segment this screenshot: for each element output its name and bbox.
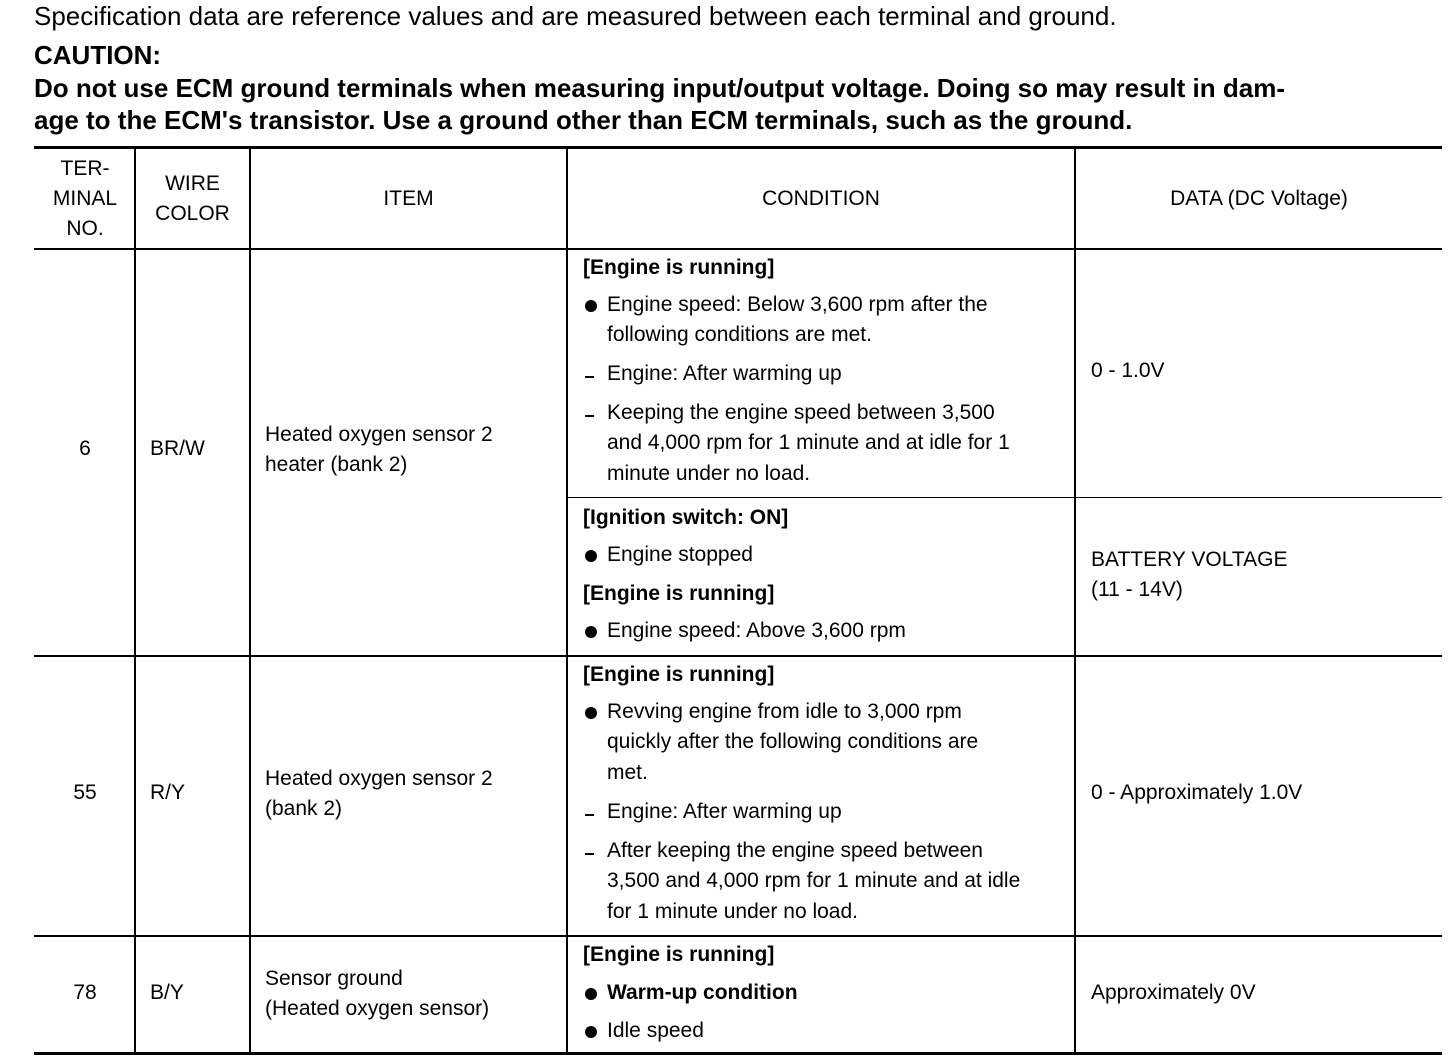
row-divider bbox=[34, 655, 1442, 657]
terminal-no: 6 bbox=[79, 437, 91, 460]
condition-line: Keeping the engine speed between 3,500 bbox=[607, 401, 995, 424]
column-divider bbox=[134, 149, 136, 1052]
bullet-icon bbox=[585, 988, 597, 1000]
condition-heading: [Engine is running] bbox=[583, 663, 775, 686]
item-line: Heated oxygen sensor 2 bbox=[265, 767, 493, 790]
table-bottom-rule bbox=[34, 1052, 1442, 1055]
bullet-icon bbox=[585, 300, 597, 312]
header-data: DATA (DC Voltage) bbox=[1170, 186, 1348, 210]
header-wire-line: WIRE bbox=[165, 171, 220, 195]
row-divider bbox=[567, 497, 1442, 498]
condition-heading: [Engine is running] bbox=[583, 256, 775, 279]
data-value: BATTERY VOLTAGE bbox=[1091, 548, 1288, 571]
header-wire-line: COLOR bbox=[155, 201, 230, 225]
condition-heading: [Ignition switch: ON] bbox=[583, 506, 789, 529]
dash-icon bbox=[585, 814, 594, 816]
item-line: heater (bank 2) bbox=[265, 453, 408, 476]
condition-line: Revving engine from idle to 3,000 rpm bbox=[607, 700, 962, 723]
condition-line: Engine: After warming up bbox=[607, 800, 842, 823]
intro-text: Specification data are reference values and are measured between each terminal and ground. bbox=[34, 1, 1117, 31]
column-divider bbox=[1074, 149, 1076, 1052]
condition-heading: [Engine is running] bbox=[583, 943, 775, 966]
header-terminal-line: MINAL bbox=[52, 186, 118, 210]
item-line: (Heated oxygen sensor) bbox=[265, 997, 490, 1020]
condition-line: Idle speed bbox=[607, 1019, 704, 1042]
item-line: Heated oxygen sensor 2 bbox=[265, 423, 493, 446]
header-terminal-line: NO. bbox=[66, 216, 104, 240]
header-item: ITEM bbox=[383, 186, 434, 210]
terminal-no: 55 bbox=[73, 781, 97, 804]
header-condition: CONDITION bbox=[762, 186, 880, 210]
header-terminal-line: TER- bbox=[60, 156, 110, 180]
bullet-icon bbox=[585, 550, 597, 562]
dash-icon bbox=[585, 415, 594, 417]
condition-line: and 4,000 rpm for 1 minute and at idle for 1 bbox=[607, 431, 1010, 454]
condition-line: Engine speed: Above 3,600 rpm bbox=[607, 619, 906, 642]
condition-line: Engine stopped bbox=[607, 543, 753, 566]
header-bottom-rule bbox=[34, 248, 1442, 250]
item-name bbox=[265, 764, 493, 824]
data-value: 0 - 1.0V bbox=[1091, 359, 1165, 382]
bullet-icon bbox=[585, 707, 597, 719]
condition-line: following conditions are met. bbox=[607, 323, 872, 346]
condition-line: Engine: After warming up bbox=[607, 362, 842, 385]
caution-line-1: Do not use ECM ground terminals when measuring input/output voltage. Doing so may result in dam- bbox=[34, 73, 1285, 103]
terminal-no: 78 bbox=[73, 981, 97, 1004]
header-wire-color bbox=[136, 149, 249, 248]
bullet-icon bbox=[585, 1026, 597, 1038]
condition-line: for 1 minute under no load. bbox=[607, 900, 858, 923]
wire-color: R/Y bbox=[150, 781, 186, 804]
caution-line-2: age to the ECM's transistor. Use a ground other than ECM terminals, such as the ground. bbox=[34, 105, 1133, 135]
item-name bbox=[265, 420, 493, 480]
condition-line: 3,500 and 4,000 rpm for 1 minute and at idle bbox=[607, 869, 1021, 892]
data-value: Approximately 0V bbox=[1091, 981, 1256, 1004]
dash-icon bbox=[585, 853, 594, 855]
data-value: 0 - Approximately 1.0V bbox=[1091, 781, 1303, 804]
wire-color: B/Y bbox=[150, 981, 184, 1004]
header-terminal-no bbox=[36, 149, 134, 248]
condition-heading: [Engine is running] bbox=[583, 582, 775, 605]
wire-color: BR/W bbox=[150, 437, 205, 460]
condition-line: After keeping the engine speed between bbox=[607, 839, 983, 862]
caution-title: CAUTION: bbox=[34, 40, 162, 70]
condition-line: quickly after the following conditions are bbox=[607, 730, 979, 753]
column-divider bbox=[566, 149, 568, 1052]
condition-line: Warm-up condition bbox=[607, 981, 798, 1004]
item-name bbox=[265, 964, 489, 1024]
condition-line: Engine speed: Below 3,600 rpm after the bbox=[607, 293, 988, 316]
column-divider bbox=[249, 149, 251, 1052]
caution-body bbox=[34, 72, 1442, 136]
condition-line: met. bbox=[607, 761, 648, 784]
row-divider bbox=[34, 935, 1442, 937]
dash-icon bbox=[585, 376, 594, 378]
data-value: (11 - 14V) bbox=[1091, 578, 1183, 601]
bullet-icon bbox=[585, 626, 597, 638]
item-line: (bank 2) bbox=[265, 797, 343, 820]
item-line: Sensor ground bbox=[265, 967, 403, 990]
condition-line: minute under no load. bbox=[607, 462, 811, 485]
